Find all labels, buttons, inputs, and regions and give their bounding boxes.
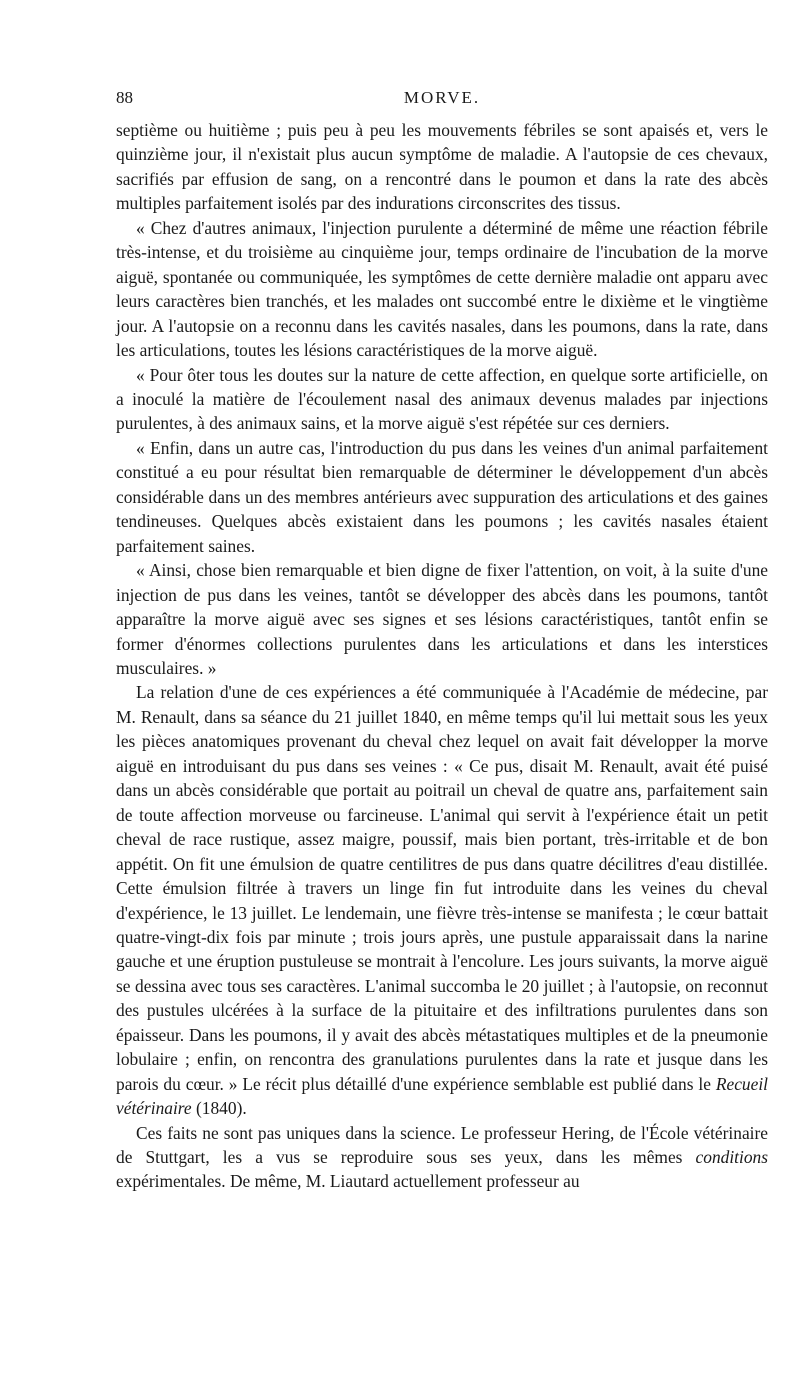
page-header (116, 88, 768, 118)
paragraph-6 (116, 680, 768, 1120)
italic-word: conditions (695, 1147, 768, 1168)
paragraph-1: septième ou huitième ; puis peu à peu les mouvements fébriles se sont apaisés et, vers le quinzième jour, il n'existait plus aucun symptôme de maladie. A l'autopsie de ces chevaux, sacrifiés par effusion de sang, on a rencontré dans le poumon et dans la rate des abcès multiples parfaitement isolés par des indurations circonscrites des tissus. (116, 120, 768, 214)
body-text (116, 118, 768, 1194)
journal-title: Recueil vétérinaire (116, 1073, 768, 1119)
paragraph-7 (116, 1121, 768, 1194)
paragraph-3: « Pour ôter tous les doutes sur la nature de cette affection, en quelque sorte artificielle, on a inoculé la matière de l'écoulement nasal des animaux devenus malades par injections purulentes, à des animaux sains, et la morve aiguë s'est répétée sur ces derniers. (116, 364, 768, 434)
running-title: MORVE. (403, 88, 481, 107)
paragraph-6-end: (1840). (191, 1098, 247, 1119)
paragraph-7-text: Ces faits ne sont pas uniques dans la science. Le professeur Hering, de l'École vétérinaire de Stuttgart, les a vus se reproduire sous ses yeux, dans les mêmes (116, 1122, 768, 1168)
paragraph-5: « Ainsi, chose bien remarquable et bien digne de fixer l'attention, on voit, à la suite d'une injection de pus dans les veines, tantôt se développer des abcès dans les poumons, tantôt apparaître la morve aiguë avec ses signes et ses lésions caractéristiques, tantôt enfin se former d'énormes collections purulentes dans les articulations et dans les interstices musculaires. » (116, 560, 768, 678)
paragraph-7-end: expérimentales. De même, M. Liautard actuellement professeur au (116, 1171, 580, 1192)
paragraph-4: « Enfin, dans un autre cas, l'introduction du pus dans les veines d'un animal parfaitement constitué a eu pour résultat bien remarquable de déterminer le développement d'un abcès considérable dans un des membres antérieurs avec suppuration des articulations et des gaines tendineuses. Quelques abcès existaient dans les poumons ; les cavités nasales étaient parfaitement saines. (116, 437, 768, 556)
paragraph-2: « Chez d'autres animaux, l'injection purulente a déterminé de même une réaction fébrile très-intense, et du troisième au cinquième jour, temps ordinaire de l'incubation de la morve aiguë, spontanée ou communiquée, les symptômes de cette dernière maladie ont apparu avec leurs caractères bien tranchés, et les malades ont succombé entre le dixième et le vingtième jour. A l'autopsie on a reconnu dans les cavités nasales, dans les poumons, dans la rate, dans les articulations, toutes les lésions caractéristiques de la morve aiguë. (116, 217, 768, 361)
paragraph-6-text: La relation d'une de ces expériences a été communiquée à l'Académie de médecine, par M. Renault, dans sa séance du 21 juillet 1840, en même temps qu'il lui mettait sous les yeux les pièces anatomiques provenant du cheval chez lequel on avait fait développer la morve aiguë en introduisant du pus dans ses veines : « Ce pus, disait M. Renault, avait été puisé dans un abcès considérable que portait au poitrail un cheval de quatre ans, parfaitement sain de toute affection morveuse ou farcineuse. L'animal qui servit à l'expérience était un petit cheval de race rustique, assez maigre, poussif, mais bien portant, très-irritable et de bon appétit. On fit une émulsion de quatre centilitres de pus dans quatre décilitres d'eau distillée. Cette émulsion filtrée à travers un linge fin fut introduite dans les veines du cheval d'expérience, le 13 juillet. Le lendemain, une fièvre très-intense se manifesta ; le cœur battait quatre-vingt-dix fois par minute ; trois jours après, une pustule apparaissait dans la narine gauche et une éruption pustuleuse se montrait à l'encolure. Les jours suivants, la morve aiguë se dessina avec tous ses caractères. L'animal succomba le 20 juillet ; à l'autopsie, on reconnut des pustules ulcérées à la surface de la pituitaire et des infiltrations purulentes dans son épaisseur. Dans les poumons, il y avait des abcès métastatiques multiples et de la pneumonie lobulaire ; enfin, on rencontra des granulations purulentes dans la rate et jusque dans les parois du cœur. » Le récit plus détaillé d'une expérience semblable est publié dans le (116, 682, 768, 1094)
page-number: 88 (116, 88, 133, 107)
book-page (116, 88, 768, 1194)
